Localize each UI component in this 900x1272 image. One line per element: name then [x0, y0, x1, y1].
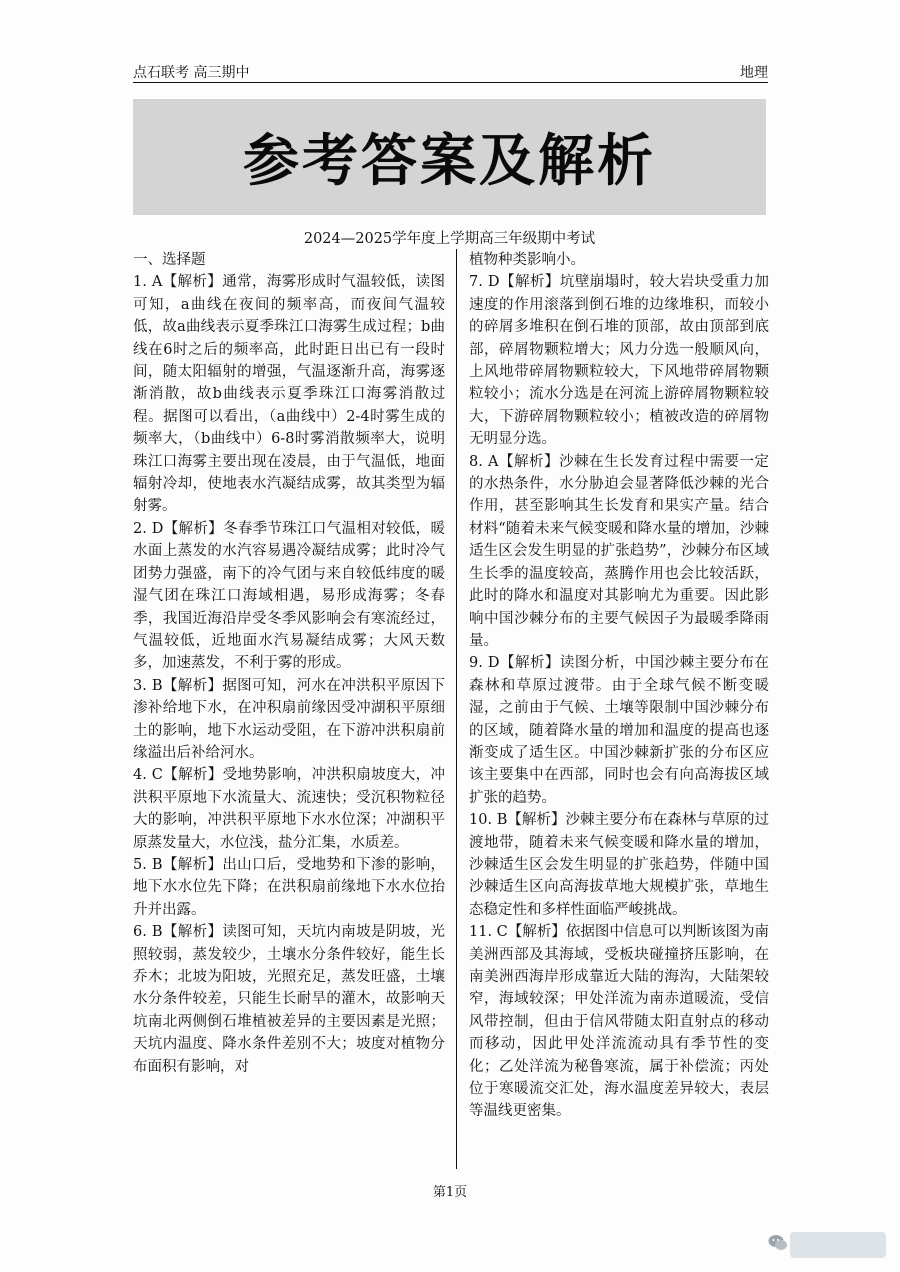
header-right: 地理	[740, 65, 768, 81]
answer-3: 3. B【解析】据图可知，河水在冲洪积平原因下渗补给地下水，在冲积扇前缘因受冲湖积平原细土的影响，地下水运动受阻，在下游冲洪积扇前缘溢出后补给河水。	[133, 677, 445, 761]
title-banner	[133, 99, 766, 215]
watermark	[790, 1232, 886, 1258]
answer-4: 4. C【解析】受地势影响，冲洪积扇坡度大，冲洪积平原地下水流量大、流速快；受沉积物粒径大的影响，冲洪积平原地下水水位深；冲湖积平原蒸发量大，水位浅，盐分汇集，水质差。	[133, 767, 445, 851]
answer-10: 10. B【解析】沙棘主要分布在森林与草原的过渡地带，随着未来气候变暖和降水量的增加，沙棘适生区会发生明显的扩张趋势，伴随中国沙棘适生区向高海拔草地大规模扩张，草地生态稳定性和多样性面临严峻挑战。	[469, 812, 769, 918]
section-heading: 一、选择题	[133, 252, 206, 268]
answer-9: 9. D【解析】读图分析，中国沙棘主要分布在森林和草原过渡带。由于全球气候不断变暖湿，之前由于气候、土壤等限制中国沙棘分布的区域，随着降水量的增加和温度的提高也逐渐变成了适生区。中国沙棘新扩张的分布区应该主要集中在西部，同时也会有向高海拔区域扩张的趋势。	[469, 655, 769, 806]
page-number: 第1页	[432, 1185, 468, 1200]
answer-1: 1. A【解析】通常，海雾形成时气温较低，读图可知，a曲线在夜间的频率高，而夜间气温较低，故a曲线表示夏季珠江口海雾生成过程；b曲线在6时之后的频率高，此时距日出已有一段时间，随太阳辐射的增强，气温逐渐升高，海雾逐渐消散，故b曲线表示夏季珠江口海雾消散过程。据图可以看出，（a曲线中）2-4时雾生成的频率大，（b曲线中）6-8时雾消散频率大，说明珠江口海雾主要出现在凌晨，由于气温低，地面辐射冷却，使地表水汽凝结成雾，故其类型为辐射雾。	[133, 274, 445, 515]
answer-5: 5. B【解析】出山口后，受地势和下渗的影响，地下水水位先下降；在洪积扇前缘地下水水位抬升并出露。	[133, 856, 445, 918]
answer-6: 6. B【解析】读图可知，天坑内南坡是阴坡，光照较弱，蒸发较少，土壤水分条件较好，能生长乔木；北坡为阳坡，光照充足，蒸发旺盛，土壤水分条件较差，只能生长耐旱的灌木，故影响天坑南北两侧倒石堆植被差异的主要因素是光照；天坑内温度、降水条件差别不大；坡度对植物分布面积有影响，对	[133, 924, 445, 1075]
exam-title: 2024—2025学年度上学期高三年级期中考试	[303, 231, 596, 247]
answer-8: 8. A【解析】沙棘在生长发育过程中需要一定的水热条件，水分胁迫会显著降低沙棘的光合作用，甚至影响其生长发育和果实产量。结合材料“随着未来气候变暖和降水量的增加，沙棘适生区会发生明显的扩张趋势”，沙棘分布区域生长季的温度较高，蒸腾作用也会比较活跃，此时的降水和温度对其影响尤为重要。因此影响中国沙棘分布的主要气候因子为最暖季降雨量。	[469, 453, 769, 649]
page-title: 参考答案及解析	[243, 129, 656, 194]
answer-11: 11. C【解析】依据图中信息可以判断该图为南美洲西部及其海域，受板块碰撞挤压影响，在南美洲西海岸形成靠近大陆的海沟，大陆架较窄，海域较深；甲处洋流为南赤道暖流，受信风带控制，但由于信风带随太阳直射点的移动而移动，因此甲处洋流流动具有季节性的变化；乙处洋流为秘鲁寒流，属于补偿流；丙处位于寒暖流交汇处，海水温度差异较大，表层等温线更密集。	[469, 924, 769, 1120]
wechat-icon	[767, 1232, 789, 1254]
answer-6-continued: 植物种类影响小。	[469, 252, 585, 268]
header-rule	[133, 82, 768, 83]
right-column	[469, 249, 769, 1123]
answer-2: 2. D【解析】冬春季节珠江口气温相对较低，暖水面上蒸发的水汽容易遇冷凝结成雾；此时冷气团势力强盛，南下的冷气团与来自较低纬度的暖湿气团在珠江口海域相遇，易形成海雾；冬春季，我国近海沿岸受冬季风影响会有寒流经过，气温较低，近地面水汽易凝结成雾；大风天数多，加速蒸发，不利于雾的形成。	[133, 520, 445, 672]
column-divider	[456, 249, 457, 1169]
left-column	[133, 249, 445, 1078]
answer-7: 7. D【解析】坑壁崩塌时，较大岩块受重力加速度的作用滚落到倒石堆的边缘堆积，而较小的碎屑多堆积在倒石堆的顶部，故由顶部到底部，碎屑物颗粒增大；风力分选一般顺风向，上风地带碎屑物颗粒较大，下风地带碎屑物颗粒较小；流水分选是在河流上游碎屑物颗粒较大，下游碎屑物颗粒较小；植被改造的碎屑物无明显分选。	[469, 274, 769, 448]
header-left: 点石联考 高三期中	[133, 65, 250, 81]
